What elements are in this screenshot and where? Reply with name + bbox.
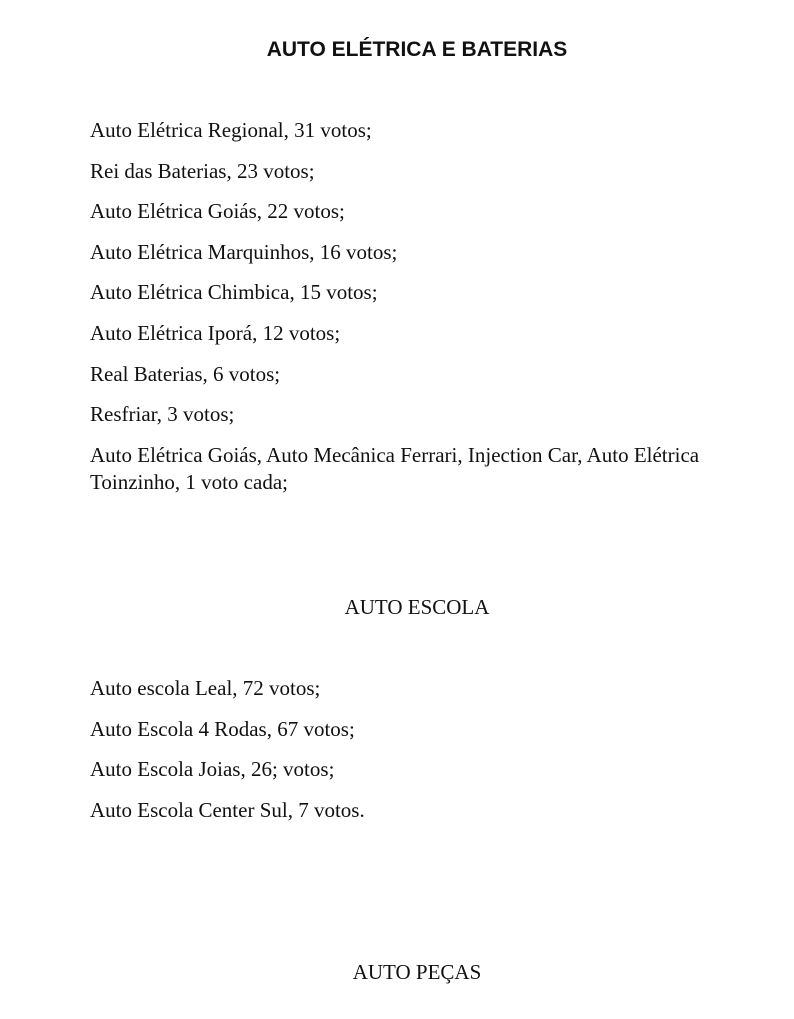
list-item: Auto Escola Joias, 26; votos; [90, 757, 335, 782]
section-title-auto-escola: AUTO ESCOLA [344, 595, 490, 619]
auto-eletrica-list [90, 117, 710, 509]
list-item: Auto Elétrica Marquinhos, 16 votos; [90, 239, 398, 264]
list-item: Auto Escola Center Sul, 7 votos. [90, 797, 365, 822]
auto-escola-list [90, 675, 710, 837]
list-item: Auto Elétrica Iporá, 12 votos; [90, 320, 341, 345]
section-title-auto-pecas: AUTO PEÇAS [352, 960, 482, 984]
list-item: Real Baterias, 6 votos; [90, 361, 281, 386]
list-item: Auto Escola 4 Rodas, 67 votos; [90, 716, 355, 741]
section-title-auto-eletrica: AUTO ELÉTRICA E BATERIAS [266, 38, 568, 61]
list-item: Auto escola Leal, 72 votos; [90, 676, 321, 700]
list-item: Rei das Baterias, 23 votos; [90, 158, 315, 183]
list-item: Auto Elétrica Regional, 31 votos; [90, 118, 372, 142]
list-item: Auto Elétrica Goiás, Auto Mecânica Ferrari, Injection Car, Auto Elétrica Toinzinho, 1 voto cada; [90, 442, 700, 494]
list-item: Auto Elétrica Goiás, 22 votos; [90, 199, 345, 224]
list-item: Resfriar, 3 votos; [90, 402, 235, 427]
list-item: Auto Elétrica Chimbica, 15 votos; [90, 280, 378, 305]
